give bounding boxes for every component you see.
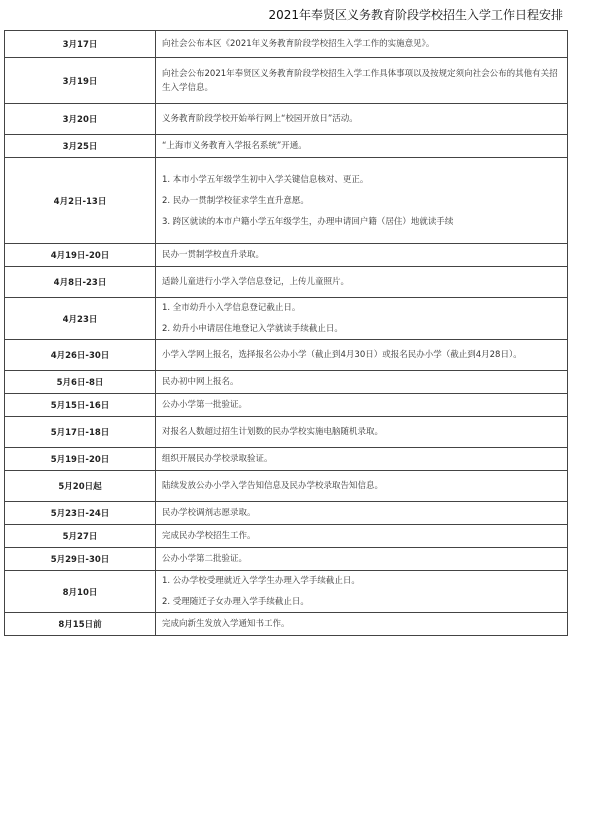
schedule-date: 3月17日 [5, 31, 156, 58]
schedule-date: 5月19日-20日 [5, 448, 156, 471]
schedule-description [156, 394, 568, 417]
schedule-row [5, 58, 568, 104]
schedule-row [5, 394, 568, 417]
schedule-description [156, 244, 568, 267]
schedule-item-text: 陆续发放公办小学入学告知信息及民办学校录取告知信息。 [162, 481, 384, 491]
schedule-item-text: “上海市义务教育入学报名系统”开通。 [162, 141, 307, 151]
schedule-date: 8月10日 [5, 571, 156, 613]
schedule-date: 5月29日-30日 [5, 548, 156, 571]
schedule-item-text: 公办小学第一批验证。 [162, 400, 248, 410]
schedule-row [5, 417, 568, 448]
schedule-item-text: 公办小学第二批验证。 [162, 554, 248, 564]
schedule-description [156, 58, 568, 104]
schedule-row [5, 525, 568, 548]
schedule-date: 4月2日-13日 [5, 158, 156, 244]
schedule-item-text: 1. 全市幼升小入学信息登记截止日。 [162, 303, 301, 313]
schedule-row [5, 548, 568, 571]
schedule-description [156, 267, 568, 298]
schedule-item-text: 完成民办学校招生工作。 [162, 531, 256, 541]
schedule-item-text: 向社会公布2021年奉贤区义务教育阶段学校招生入学工作具体事项以及按规定须向社会公布的其他有关招生入学信息。 [162, 68, 558, 93]
schedule-description [156, 448, 568, 471]
schedule-item-text: 3. 跨区就读的本市户籍小学五年级学生，办理申请回户籍（居住）地就读手续 [162, 216, 454, 227]
schedule-row [5, 448, 568, 471]
schedule-description [156, 371, 568, 394]
schedule-row [5, 135, 568, 158]
schedule-date: 5月27日 [5, 525, 156, 548]
schedule-description [156, 417, 568, 448]
schedule-description [156, 502, 568, 525]
schedule-description [156, 340, 568, 371]
schedule-date: 5月17日-18日 [5, 417, 156, 448]
schedule-item-text: 民办一贯制学校直升录取。 [162, 250, 265, 260]
schedule-description [156, 525, 568, 548]
schedule-row [5, 471, 568, 502]
schedule-row [5, 31, 568, 58]
page-title: 2021年奉贤区义务教育阶段学校招生入学工作日程安排 [268, 8, 563, 22]
schedule-description [156, 548, 568, 571]
schedule-row [5, 267, 568, 298]
schedule-item-text: 2. 受理随迁子女办理入学手续截止日。 [162, 597, 309, 607]
schedule-date: 5月6日-8日 [5, 371, 156, 394]
schedule-description [156, 158, 568, 244]
schedule-date: 4月8日-23日 [5, 267, 156, 298]
schedule-date: 8月15日前 [5, 613, 156, 636]
schedule-table [4, 30, 568, 636]
schedule-date: 5月23日-24日 [5, 502, 156, 525]
schedule-row [5, 298, 568, 340]
schedule-row [5, 158, 568, 244]
schedule-row [5, 340, 568, 371]
schedule-description [156, 135, 568, 158]
schedule-description [156, 471, 568, 502]
schedule-description [156, 571, 568, 613]
schedule-item-text: 1. 公办学校受理就近入学学生办理入学手续截止日。 [162, 576, 360, 586]
schedule-date: 5月15日-16日 [5, 394, 156, 417]
schedule-description [156, 613, 568, 636]
schedule-date: 3月20日 [5, 104, 156, 135]
schedule-date: 4月19日-20日 [5, 244, 156, 267]
schedule-date: 5月20日起 [5, 471, 156, 502]
schedule-item-text: 向社会公布本区《2021年义务教育阶段学校招生入学工作的实施意见》。 [162, 39, 435, 49]
schedule-item-text: 小学入学网上报名，选择报名公办小学（截止到4月30日）或报名民办小学（截止到4月28日）。 [162, 350, 522, 360]
schedule-row [5, 244, 568, 267]
schedule-description [156, 31, 568, 58]
schedule-date: 4月23日 [5, 298, 156, 340]
schedule-item-text: 民办初中网上报名。 [162, 377, 239, 387]
schedule-item-text: 适龄儿童进行小学入学信息登记，上传儿童照片。 [162, 277, 350, 287]
schedule-item-text: 民办学校调剂志愿录取。 [162, 508, 256, 518]
schedule-description [156, 298, 568, 340]
schedule-description [156, 104, 568, 135]
schedule-item-text: 组织开展民办学校录取验证。 [162, 454, 273, 464]
schedule-date: 3月19日 [5, 58, 156, 104]
schedule-date: 4月26日-30日 [5, 340, 156, 371]
schedule-row [5, 104, 568, 135]
schedule-item-text: 对报名人数超过招生计划数的民办学校实施电脑随机录取。 [162, 427, 384, 437]
schedule-row [5, 371, 568, 394]
schedule-item-text: 1. 本市小学五年级学生初中入学关键信息核对、更正。 [162, 174, 369, 185]
schedule-row [5, 502, 568, 525]
schedule-item-text: 义务教育阶段学校开始举行网上“校园开放日”活动。 [162, 114, 358, 124]
schedule-item-text: 2. 民办一贯制学校征求学生直升意愿。 [162, 195, 309, 206]
schedule-row [5, 571, 568, 613]
schedule-item-text: 2. 幼升小申请居住地登记入学就读手续截止日。 [162, 324, 343, 334]
schedule-item-text: 完成向新生发放入学通知书工作。 [162, 619, 290, 629]
schedule-date: 3月25日 [5, 135, 156, 158]
schedule-row [5, 613, 568, 636]
